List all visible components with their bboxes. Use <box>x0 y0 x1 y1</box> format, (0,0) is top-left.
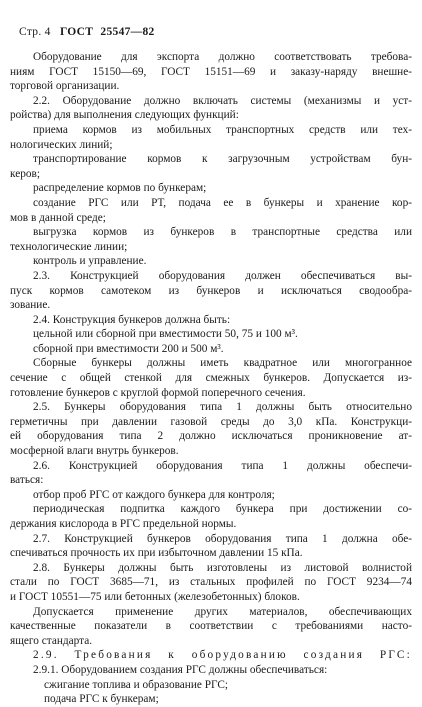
text-line: 2.9. Требования к оборудованию создания РГС: <box>33 649 412 662</box>
text-line: транспортирование кормов к загрузочным устройствам бун- <box>33 153 412 166</box>
text-line: Допускается применение других материалов, обеспечивающих <box>33 605 412 618</box>
text-line: ящего стандарта. <box>10 634 93 647</box>
text-line: зование. <box>10 299 51 312</box>
page-number: Стр. 4 <box>19 26 51 38</box>
document-body <box>10 50 412 707</box>
text-line: Сборные бункеры должны иметь квадратное или многогранное <box>33 357 412 370</box>
text-line: ей оборудования типа 2 должно исключаться проникновение ат- <box>10 430 412 443</box>
text-line: 2.4. Конструкция бункеров должна быть: <box>33 313 231 326</box>
text-line: и ГОСТ 10551—75 или бетонных (железобетонных) блоков. <box>10 590 300 603</box>
text-line: распределение кормов по бункерам; <box>33 182 207 195</box>
standard-number: 25547—82 <box>100 26 155 38</box>
text-line: цельной или сборной при вместимости 50, 75 и 100 м³. <box>33 328 298 341</box>
text-line: технологические линии; <box>10 240 128 253</box>
text-line: керов; <box>10 167 40 180</box>
text-line: 2.6. Конструкцией оборудования типа 1 должны обеспечи- <box>33 459 412 472</box>
text-line: ройства) для выполнения следующих функций: <box>10 109 239 122</box>
text-line: 2.9.1. Оборудованием создания РГС должны обеспечиваться: <box>33 663 328 676</box>
text-line: сжигание топлива и образование РГС; <box>44 678 229 691</box>
text-line: торговой организации. <box>10 80 120 93</box>
text-line: периодическая подпитка каждого бункера при достижении со- <box>33 503 412 516</box>
text-line: стали по ГОСТ 3685—71, из стальных профилей по ГОСТ 9234—74 <box>10 576 412 589</box>
text-line: сборной при вместимости 200 и 500 м³. <box>33 342 224 355</box>
text-line: 2.3. Конструкцией оборудования должен обеспечиваться вы- <box>33 269 412 282</box>
text-line: выгрузка кормов из бункеров в транспортные средства или <box>33 226 412 239</box>
text-line: мов в данной среде; <box>10 211 106 224</box>
text-line: 2.8. Бункеры должны быть изготовлены из листовой волнистой <box>33 561 412 574</box>
text-line: сечение с общей стенкой для смежных бункеров. Допускается из- <box>10 372 412 385</box>
text-line: герметичны при давлении газовой среды до 3,0 кПа. Конструкци- <box>10 415 412 428</box>
text-line: держания кислорода в РГС предельной нормы. <box>10 518 237 530</box>
text-line: 2.7. Конструкцией бункеров оборудования типа 1 должна обе- <box>33 532 412 545</box>
text-line: 2.5. Бункеры оборудования типа 1 должны быть относительно <box>33 401 412 414</box>
page-header <box>19 26 155 38</box>
text-line: мосферной влаги внутрь бункеров. <box>10 445 179 458</box>
text-line: контроль и управление. <box>33 255 147 268</box>
text-line: ниям ГОСТ 15150—69, ГОСТ 15151—69 и заказу-наряду внешне- <box>10 65 412 78</box>
text-line: нологических линий; <box>10 138 113 151</box>
standard-prefix: ГОСТ <box>59 26 94 38</box>
text-line: готовление бункеров с круглой формой поперечного сечения. <box>10 386 306 399</box>
text-line: создание РГС или РТ, подача ее в бункеры и хранение кор- <box>33 196 412 209</box>
text-line: отбор проб РГС от каждого бункера для контроля; <box>33 488 275 501</box>
text-line: спечиваться прочность их при избыточном давлении 15 кПа. <box>10 547 303 560</box>
text-line: Оборудование для экспорта должно соответствовать требова- <box>33 51 412 63</box>
text-line: пуск кормов самотеком из бункеров и исключаться сводообра- <box>10 284 412 297</box>
text-line: качественные показатели в соответствии с требованиями насто- <box>10 620 412 633</box>
text-line: 2.2. Оборудование должно включать системы (механизмы и уст- <box>33 94 412 107</box>
text-line: приема кормов из мобильных транспортных средств или тех- <box>33 123 412 136</box>
text-line: ваться: <box>10 474 44 487</box>
text-line: подача РГС к бункерам; <box>44 693 159 706</box>
